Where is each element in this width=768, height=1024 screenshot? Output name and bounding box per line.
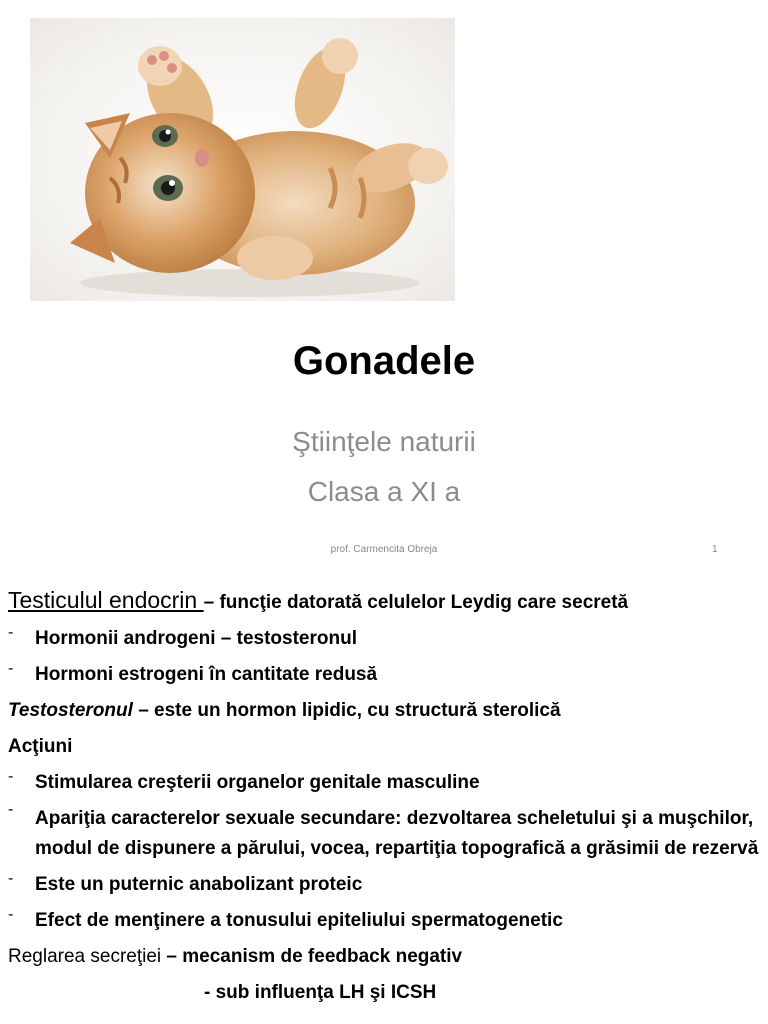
reglare-text: – mecanism de feedback negativ — [161, 946, 463, 967]
bullet-dash: - — [8, 624, 14, 641]
footer-author: prof. Carmencita Obreja — [330, 544, 438, 555]
reglare-line — [8, 939, 764, 975]
intro-text: – funcţie datorată celulelor Leydig care secretă — [203, 592, 629, 613]
list-item-text: Efect de menţinere a tonusului epiteliului spermatogenetic — [35, 910, 563, 931]
intro-heading: Testiculul endocrin — [8, 587, 204, 613]
bullet-dash: - — [8, 660, 14, 677]
reglare-label: Reglarea secreţiei — [8, 946, 162, 967]
list-item-text: Este un puternic anabolizant proteic — [35, 874, 363, 895]
testosteron-term: Testosteronul — [8, 700, 133, 721]
list-item — [8, 657, 764, 693]
list-item-text: Hormoni estrogeni în cantitate redusă — [35, 664, 378, 685]
bullet-dash: - — [8, 801, 14, 818]
list-item-text: Hormonii androgeni – testosteronul — [35, 628, 357, 649]
footer-page-number: 1 — [712, 544, 718, 555]
testosteron-line — [8, 693, 764, 729]
last-line: - sub influenţa LH şi ICSH — [204, 982, 437, 1003]
list-item — [8, 621, 764, 657]
kitten-photo — [30, 18, 455, 301]
list-item — [8, 765, 764, 801]
subtitle-class: Clasa a XI a — [307, 476, 461, 507]
bullet-dash: - — [8, 870, 14, 887]
subtitle-subject: Ştiinţele naturii — [292, 426, 476, 457]
list-item — [8, 801, 764, 867]
bullet-dash: - — [8, 906, 14, 923]
list-item — [8, 903, 764, 939]
kitten-icon — [30, 18, 455, 301]
bullet-dash: - — [8, 768, 14, 785]
actiuni-heading: Acţiuni — [8, 736, 73, 757]
list-item-text: Stimularea creşterii organelor genitale masculine — [35, 772, 480, 793]
intro-line — [8, 582, 764, 621]
slide-content — [8, 582, 764, 1011]
slide-title: Gonadele — [292, 339, 476, 383]
list-item — [8, 867, 764, 903]
list-item-text: Apariţia caracterelor sexuale secundare: dezvoltarea scheletului şi a muşchilor, modul de dispunere a părului, vocea, repartiţia topografică a grăsimii de rezervă — [35, 808, 759, 859]
testosteron-definition: – este un hormon lipidic, cu structură sterolică — [132, 700, 561, 721]
